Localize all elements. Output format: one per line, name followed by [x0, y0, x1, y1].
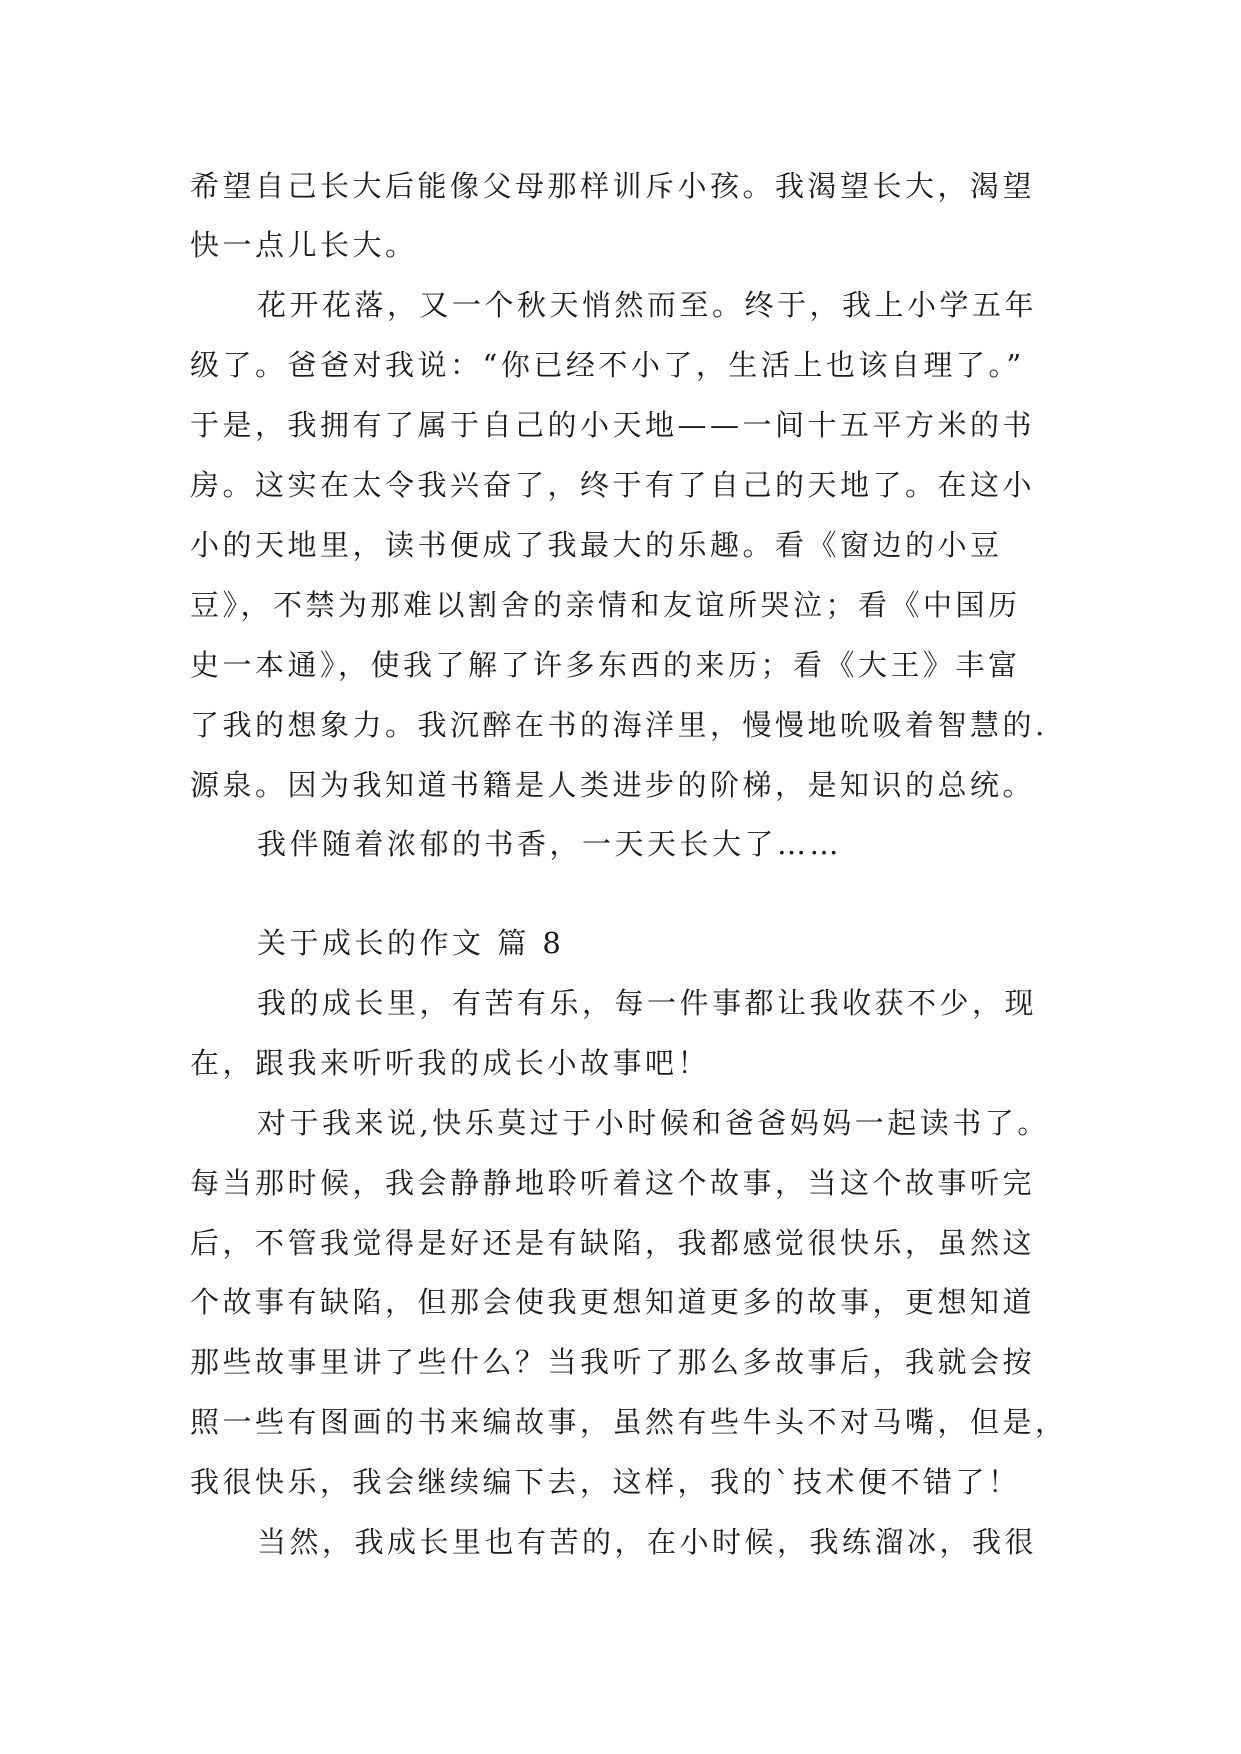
paragraph-line: 照一些有图画的书来编故事，虽然有些牛头不对马嘴，但是，: [190, 1405, 1068, 1439]
paragraph-line: 快一点儿长大。: [190, 228, 418, 262]
paragraph-line: 在，跟我来听听我的成长小故事吧！: [190, 1046, 711, 1080]
paragraph-line: 了我的想象力。我沉醉在书的海洋里，慢慢地吮吸着智慧的.: [190, 708, 1048, 742]
paragraph-line: 于是，我拥有了属于自己的小天地——一间十五平方米的书: [190, 408, 1036, 442]
paragraph-line: 对于我来说,快乐莫过于小时候和爸爸妈妈一起读书了。: [257, 1106, 1050, 1140]
paragraph-line: 小的天地里，读书便成了我最大的乐趣。看《窗边的小豆: [190, 528, 1003, 562]
paragraph-line: 级了。爸爸对我说：“你已经不小了，生活上也该自理了。”: [190, 348, 1025, 382]
section-heading: 关于成长的作文 篇 8: [257, 926, 565, 960]
paragraph-line: 个故事有缺陷，但那会使我更想知道更多的故事，更想知道: [190, 1285, 1036, 1319]
paragraph-line: 花开花落，又一个秋天悄然而至。终于，我上小学五年: [257, 288, 1038, 322]
paragraph-line: 我很快乐，我会继续编下去，这样，我的`技术便不错了！: [190, 1465, 1021, 1499]
paragraph-line: 豆》，不禁为那难以割舍的亲情和友谊所哭泣；看《中国历: [190, 588, 1021, 622]
paragraph-line: 源泉。因为我知道书籍是人类进步的阶梯，是知识的总统。: [190, 768, 1036, 802]
paragraph-line: 房。这实在太令我兴奋了，终于有了自己的天地了。在这小: [190, 468, 1036, 502]
paragraph-line: 希望自己长大后能像父母那样训斥小孩。我渴望长大，渴望: [190, 169, 1036, 203]
paragraph-line: 我的成长里，有苦有乐，每一件事都让我收获不少，现: [257, 986, 1038, 1020]
paragraph-line: 史一本通》，使我了解了许多东西的来历；看《大王》丰富: [190, 648, 1021, 682]
paragraph-line: 每当那时候，我会静静地聆听着这个故事，当这个故事听完: [190, 1166, 1036, 1200]
paragraph-line: 那些故事里讲了些什么？当我听了那么多故事后，我就会按: [190, 1345, 1036, 1379]
paragraph-line: 我伴随着浓郁的书香，一天天长大了……: [257, 827, 843, 861]
paragraph-line: 当然，我成长里也有苦的，在小时候，我练溜冰，我很: [257, 1525, 1038, 1559]
paragraph-line: 后，不管我觉得是好还是有缺陷，我都感觉很快乐，虽然这: [190, 1226, 1036, 1260]
